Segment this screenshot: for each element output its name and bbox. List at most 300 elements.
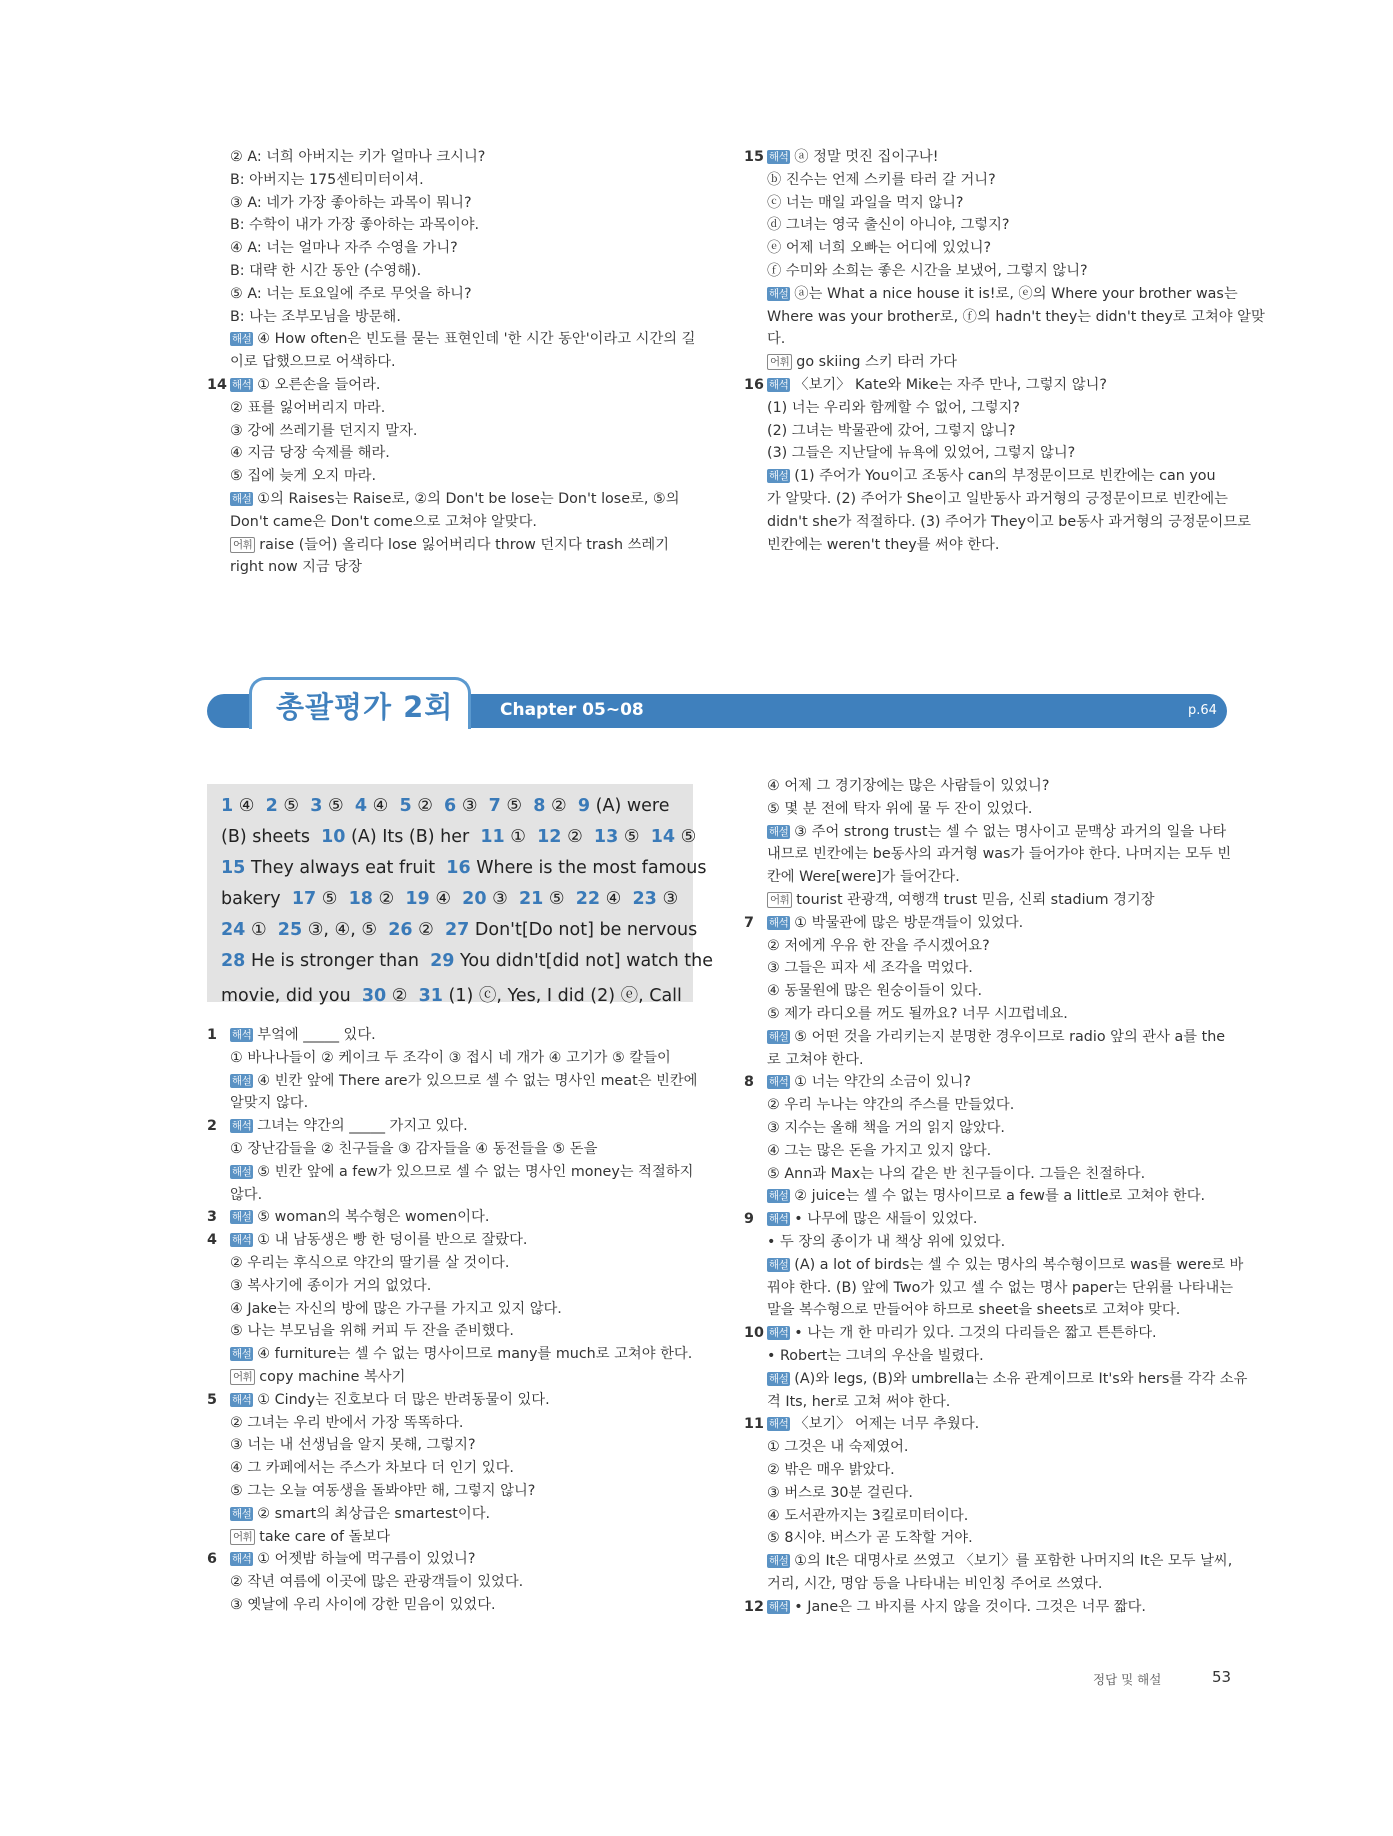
- answer-number: 6: [444, 796, 457, 816]
- text-line: [207, 1594, 697, 1617]
- line-text: 〈보기〉 어제는 너무 추웠다.: [794, 1416, 980, 1433]
- line-text: ③ 옛날에 우리 사이에 강한 믿음이 있었다.: [230, 1596, 496, 1613]
- text-line: [744, 1185, 1234, 1208]
- vocab-tag: 어휘: [230, 1369, 255, 1385]
- text-line: [744, 1049, 1234, 1072]
- line-text: 않다.: [230, 1186, 263, 1203]
- vocab-tag: 어휘: [767, 354, 792, 370]
- top-left-column: [207, 146, 697, 579]
- text-line: [207, 1115, 697, 1138]
- line-text: ④ A: 너는 얼마나 자주 수영을 가니?: [230, 240, 458, 257]
- line-text: 알맞지 않다.: [230, 1095, 309, 1112]
- answer-line: [221, 827, 707, 847]
- text-line: [207, 1343, 697, 1366]
- text-line: [744, 1231, 1234, 1254]
- line-text: (A)와 legs, (B)와 umbrella는 소유 관계이므로 It's와 hers를 각각 소유: [794, 1370, 1248, 1387]
- line-text: ① 오른손을 들어라.: [257, 376, 381, 393]
- line-text: 가 알맞다. (2) 주어가 She이고 일반동사 과거형의 긍정문이므로 빈칸에는: [767, 490, 1228, 507]
- line-text: 이로 답했으므로 어색하다.: [230, 354, 396, 371]
- answer-value: ④: [372, 796, 389, 816]
- answer-value: ②: [567, 827, 583, 847]
- line-text: ⓒ 너는 매일 과일을 먹지 않니?: [767, 194, 964, 211]
- answer-number: 25: [277, 920, 303, 940]
- translation-tag: 해석: [232, 1393, 252, 1406]
- text-line: [744, 1459, 1234, 1482]
- answer-line: [221, 951, 724, 971]
- answer-number: 18: [348, 889, 373, 909]
- line-text: ② 그녀는 우리 반에서 가장 똑똑하다.: [230, 1414, 464, 1431]
- line-text: ①의 It은 대명사로 쓰였고 〈보기〉를 포함한 나머지의 It은 모두 날씨,: [794, 1553, 1233, 1570]
- question-number: 15: [744, 149, 764, 165]
- line-text: ⓕ 수미와 소희는 좋은 시간을 보냈어, 그렇지 않니?: [767, 262, 1088, 279]
- line-text: ①의 Raises는 Raise로, ②의 Don't be lose는 Don't lose로, ⑤의: [257, 490, 680, 507]
- line-text: B: 대략 한 시간 동안 (수영해).: [230, 262, 422, 279]
- line-text: ⑤ 나는 부모님을 위해 커피 두 잔을 준비했다.: [230, 1323, 514, 1340]
- answer-value: ①: [250, 920, 267, 940]
- explanation-tag: 해설: [232, 1074, 252, 1087]
- text-line: [744, 214, 1234, 237]
- text-line: [207, 1138, 697, 1161]
- text-line: [744, 1208, 1234, 1231]
- text-line: [744, 420, 1234, 443]
- line-text: ⑤ 빈칸 앞에 a few가 있으므로 셀 수 없는 명사인 money는 적절하지: [257, 1163, 694, 1180]
- answer-number: 2: [265, 796, 278, 816]
- line-text: ⑤ woman의 복수형은 women이다.: [257, 1209, 490, 1226]
- explanation-tag: 해설: [769, 470, 789, 483]
- text-line: [744, 1368, 1248, 1391]
- answer-number: 1: [221, 796, 234, 816]
- page-number: 53: [1212, 1668, 1232, 1686]
- answer-number: 23: [632, 889, 657, 909]
- line-text: ① 바나나들이 ② 케이크 두 조각이 ③ 접시 네 개가 ④ 고기가 ⑤ 칼들이: [230, 1049, 671, 1066]
- text-line: [744, 1505, 1234, 1528]
- line-text: ④ 어제 그 경기장에는 많은 사람들이 있었니?: [767, 778, 1050, 794]
- text-line: [744, 1436, 1234, 1459]
- text-line: [207, 1526, 697, 1549]
- line-text: 말을 복수형으로 만들어야 하므로 sheet을 sheets로 고쳐야 맞다.: [767, 1302, 1181, 1319]
- line-text: ④ 도서관까지는 3킬로미터이다.: [767, 1507, 969, 1524]
- text-line: [207, 351, 697, 374]
- answer-value: He is stronger than: [250, 951, 419, 971]
- line-text: ④ furniture는 셀 수 없는 명사이므로 many를 much로 고쳐야 한다.: [257, 1346, 693, 1363]
- line-text: ⓐ는 What a nice house it is!로, ⓔ의 Where your brother was는: [794, 285, 1238, 302]
- vocab-tag: 어휘: [767, 892, 792, 908]
- line-text: (3) 그들은 지난달에 뉴욕에 있었어, 그렇지 않니?: [767, 445, 1076, 462]
- text-line: [207, 1548, 697, 1571]
- line-text: ② 우리 누나는 약간의 주스를 만들었다.: [767, 1097, 1015, 1114]
- text-line: [207, 534, 697, 557]
- line-text: ④ 그는 많은 돈을 가지고 있지 않다.: [767, 1142, 992, 1159]
- answer-value: ④: [238, 796, 255, 816]
- page-reference: p.64: [1188, 703, 1217, 718]
- answer-value: ③, ④, ⑤: [307, 920, 378, 940]
- explanation-tag: 해설: [769, 825, 789, 838]
- line-text: ③ 주어 strong trust는 셀 수 없는 명사이고 문맥상 과거의 일을 나타: [794, 823, 1227, 840]
- text-line: [744, 511, 1251, 534]
- text-line: [744, 192, 1234, 215]
- explanation-tag: 해설: [769, 1372, 789, 1385]
- text-line: [207, 1070, 697, 1093]
- line-text: Don't came은 Don't come으로 고쳐야 알맞다.: [230, 513, 537, 530]
- line-text: 꿔야 한다. (B) 앞에 Two가 있고 셀 수 없는 명사 paper는 단위를 나타내는: [767, 1279, 1234, 1296]
- question-number: 3: [207, 1209, 217, 1226]
- answer-value: movie, did you: [221, 986, 351, 1006]
- text-line: [744, 1391, 1234, 1414]
- explanation-tag: 해설: [232, 492, 252, 505]
- answer-number: 9: [577, 796, 591, 816]
- answer-number: 27: [444, 920, 470, 940]
- answer-number: 26: [388, 920, 413, 940]
- text-line: [744, 1094, 1234, 1117]
- translation-tag: 해석: [769, 1600, 789, 1613]
- translation-tag: 해석: [769, 1418, 789, 1431]
- text-line: [744, 488, 1234, 511]
- text-line: [744, 146, 1234, 169]
- line-text: ② A: 너희 아버지는 키가 얼마나 크시니?: [230, 149, 486, 165]
- text-line: [744, 306, 1265, 329]
- question-number: 4: [207, 1232, 217, 1249]
- text-line: [744, 1026, 1234, 1049]
- text-line: [207, 1275, 697, 1298]
- footer-label: 정답 및 해설: [1093, 1672, 1162, 1687]
- line-text: 그녀는 약간의 _____ 가지고 있다.: [257, 1118, 468, 1135]
- explanation-tag: 해설: [232, 1507, 252, 1520]
- text-line: [207, 1184, 697, 1207]
- line-text: tourist 관광객, 여행객 trust 믿음, 신뢰 stadium 경기장: [796, 891, 1155, 908]
- line-text: ⑤ 그는 오늘 여동생을 돌봐야만 해, 그렇지 않니?: [230, 1482, 536, 1499]
- question-number: 12: [744, 1598, 764, 1615]
- text-line: [207, 260, 697, 283]
- text-line: [744, 1413, 1234, 1436]
- answer-number: 20: [462, 889, 487, 909]
- text-line: [207, 283, 697, 306]
- line-text: ④ Jake는 자신의 방에 많은 가구를 가지고 있지 않다.: [230, 1300, 562, 1317]
- text-line: [744, 351, 1234, 374]
- answer-value: ③: [461, 796, 478, 816]
- text-line: [207, 192, 697, 215]
- line-text: ③ 복사기에 종이가 거의 없었다.: [230, 1277, 432, 1294]
- line-text: B: 아버지는 175센티미터이셔.: [230, 171, 424, 188]
- answer-value: ⑤: [327, 796, 344, 816]
- answer-number: 10: [321, 827, 346, 847]
- line-text: ③ 너는 내 선생님을 알지 못해, 그렇지?: [230, 1437, 476, 1454]
- text-line: [207, 1320, 697, 1343]
- answer-number: 3: [310, 796, 323, 816]
- translation-tag: 해석: [769, 1213, 789, 1226]
- answer-number: 22: [575, 889, 601, 909]
- vocab-tag: 어휘: [230, 537, 255, 553]
- question-number: 2: [207, 1118, 217, 1135]
- text-line: [744, 283, 1238, 306]
- line-text: ② juice는 셀 수 없는 명사이므로 a few를 a little로 고쳐야 한다.: [794, 1188, 1206, 1205]
- answer-number: 29: [430, 951, 455, 971]
- text-line: [207, 511, 697, 534]
- line-text: ① Cindy는 진호보다 더 많은 반려동물이 있다.: [257, 1391, 550, 1408]
- line-text: ④ 빈칸 앞에 There are가 있으므로 셀 수 없는 명사인 meat은 빈칸에: [257, 1072, 698, 1089]
- question-number: 10: [744, 1325, 764, 1342]
- explanation-tag: 해설: [232, 1165, 252, 1178]
- answer-number: 14: [650, 827, 676, 847]
- line-text: 칸에 Were[were]가 들어간다.: [767, 869, 960, 886]
- translation-tag: 해석: [232, 378, 252, 391]
- text-line: [744, 912, 1234, 935]
- answer-value: ⑤: [321, 889, 338, 909]
- text-line: [744, 957, 1234, 980]
- translation-tag: 해석: [232, 1120, 252, 1133]
- answer-number: 4: [354, 796, 368, 816]
- answer-value: ③: [662, 889, 679, 909]
- text-line: [744, 260, 1234, 283]
- line-text: (2) 그녀는 박물관에 갔어, 그렇지 않니?: [767, 422, 1016, 439]
- text-line: [207, 306, 697, 329]
- answer-line: [221, 920, 708, 940]
- line-text: ⓓ 그녀는 영국 출신이 아니야, 그렇지?: [767, 217, 1010, 234]
- explanation-tag: 해설: [232, 1348, 252, 1361]
- line-text: 내므로 빈칸에는 be동사의 과거형 was가 들어가야 한다. 나머지는 모두 빈: [767, 846, 1232, 863]
- vocab-tag: 어휘: [230, 1529, 255, 1545]
- answer-value: They always eat fruit: [250, 858, 436, 878]
- section-title: 총괄평가 2회: [276, 690, 454, 724]
- text-line: [207, 397, 697, 420]
- answer-value: (A) Its (B) her: [351, 827, 470, 847]
- question-number: 16: [744, 376, 764, 393]
- question-number: 8: [744, 1074, 754, 1091]
- line-text: (A) a lot of birds는 셀 수 있는 명사의 복수형이므로 was를 were로 바: [794, 1256, 1244, 1273]
- question-number: 11: [744, 1416, 764, 1433]
- answer-value: ②: [391, 986, 408, 1006]
- line-text: • 두 장의 종이가 내 책상 위에 있었다.: [767, 1233, 1006, 1250]
- line-text: raise (들어) 올리다 lose 잃어버리다 throw 던지다 trash 쓰레기: [259, 536, 670, 553]
- line-text: ⓐ 정말 멋진 집이구나!: [794, 149, 939, 165]
- line-text: 거리, 시간, 명암 등을 나타내는 비인칭 주어로 쓰였다.: [767, 1575, 1103, 1592]
- text-line: [744, 980, 1234, 1003]
- text-line: [744, 1550, 1234, 1573]
- answer-value: Where is the most famous: [476, 858, 707, 878]
- text-line: [744, 775, 1234, 798]
- answer-number: 31: [418, 986, 443, 1006]
- line-text: right now 지금 당장: [230, 559, 362, 576]
- line-text: ① 장난감들을 ② 친구들을 ③ 감자들을 ④ 동전들을 ⑤ 돈을: [230, 1140, 598, 1157]
- line-text: (1) 주어가 You이고 조동사 can의 부정문이므로 빈칸에는 can you: [794, 468, 1216, 485]
- answer-value: ⑤: [548, 889, 565, 909]
- text-line: [207, 1047, 697, 1070]
- line-text: • 나무에 많은 새들이 있었다.: [794, 1211, 978, 1228]
- text-line: [744, 1277, 1234, 1300]
- line-text: ⑤ 8시야. 버스가 곧 도착할 거야.: [767, 1530, 973, 1547]
- answer-line: [221, 889, 689, 909]
- bottom-left-column: [207, 1024, 697, 1617]
- text-line: [207, 1298, 697, 1321]
- text-line: [207, 465, 697, 488]
- line-text: ⓑ 진수는 언제 스키를 타러 갈 거니?: [767, 171, 996, 188]
- line-text: go skiing 스키 타러 가다: [796, 354, 957, 371]
- line-text: ④ 동물원에 많은 원숭이들이 있다.: [767, 983, 983, 1000]
- answer-number: 15: [221, 858, 246, 878]
- answer-number: 5: [399, 796, 412, 816]
- answer-number: 7: [488, 796, 501, 816]
- translation-tag: 해석: [769, 378, 789, 391]
- line-text: ① 그것은 내 숙제였어.: [767, 1439, 909, 1456]
- line-text: ⑤ A: 너는 토요일에 주로 무엇을 하니?: [230, 285, 472, 302]
- text-line: [207, 1503, 697, 1526]
- answer-value: ⑤: [623, 827, 640, 847]
- line-text: 로 고쳐야 한다.: [767, 1051, 864, 1068]
- line-text: B: 수학이 내가 가장 좋아하는 과목이야.: [230, 217, 480, 234]
- text-line: [207, 374, 697, 397]
- text-line: [744, 397, 1234, 420]
- text-line: [207, 1206, 697, 1229]
- line-text: ④ 그 카페에서는 주스가 차보다 더 인기 있다.: [230, 1460, 514, 1477]
- text-line: [207, 1229, 697, 1252]
- answer-number: 12: [537, 827, 562, 847]
- chapter-label: Chapter 05~08: [500, 700, 644, 720]
- line-text: 다.: [767, 331, 786, 348]
- line-text: ④ How often은 빈도를 묻는 표현인데 '한 시간 동안'이라고 시간의 길: [257, 331, 696, 348]
- text-line: [744, 1322, 1234, 1345]
- text-line: [744, 1299, 1234, 1322]
- answer-number: 17: [291, 889, 317, 909]
- explanation-tag: 해설: [769, 1190, 789, 1203]
- line-text: ⑤ Ann과 Max는 나의 같은 반 친구들이다. 그들은 친절하다.: [767, 1165, 1146, 1182]
- answer-number: 11: [480, 827, 505, 847]
- line-text: ⑤ 어떤 것을 가리키는지 분명한 경우이므로 radio 앞의 관사 a를 the: [794, 1028, 1226, 1045]
- answer-value: ④: [605, 889, 622, 909]
- answer-value: ⑤: [680, 827, 697, 847]
- text-line: [744, 1254, 1244, 1277]
- answer-key-box: [207, 784, 714, 1006]
- text-line: [207, 442, 697, 465]
- explanation-tag: 해설: [769, 1258, 789, 1271]
- answer-value: (1) ⓒ, Yes, I did (2) ⓔ, Call: [448, 986, 682, 1006]
- text-line: [744, 1163, 1234, 1186]
- line-text: • Robert는 그녀의 우산을 빌렸다.: [767, 1347, 984, 1364]
- line-text: ① 어젯밤 하늘에 먹구름이 있었니?: [257, 1551, 476, 1568]
- line-text: ② 작년 여름에 이곳에 많은 관광객들이 있었다.: [230, 1574, 524, 1591]
- line-text: ② 우리는 후식으로 약간의 딸기를 살 것이다.: [230, 1254, 510, 1271]
- answer-number: 21: [518, 889, 544, 909]
- line-text: ⑤ 제가 라디오를 꺼도 될까요? 너무 시끄럽네요.: [767, 1005, 1068, 1022]
- translation-tag: 해석: [232, 1553, 252, 1566]
- line-text: ① 내 남동생은 빵 한 덩이를 반으로 잘랐다.: [257, 1232, 528, 1249]
- answer-value: ②: [378, 889, 395, 909]
- text-line: [207, 1457, 697, 1480]
- line-text: 빈칸에는 weren't they를 써야 한다.: [767, 536, 1000, 553]
- line-text: 부엌에 _____ 있다.: [257, 1027, 376, 1043]
- text-line: [744, 1071, 1234, 1094]
- line-text: ③ 그들은 피자 세 조각을 먹었다.: [767, 960, 973, 977]
- line-text: • Jane은 그 바지를 사지 않을 것이다. 그것은 너무 짧다.: [794, 1598, 1146, 1615]
- text-line: [744, 442, 1234, 465]
- bottom-right-column: [744, 775, 1248, 1618]
- text-line: [207, 1434, 697, 1457]
- translation-tag: 해석: [769, 151, 789, 163]
- question-number: 5: [207, 1391, 217, 1408]
- line-text: (1) 너는 우리와 함께할 수 없어, 그렇지?: [767, 399, 1021, 416]
- answer-value: ⑤: [506, 796, 523, 816]
- line-text: ③ 버스로 30분 걸린다.: [767, 1484, 913, 1501]
- line-text: ⑤ 몇 분 전에 탁자 위에 물 두 잔이 있었다.: [767, 800, 1033, 817]
- text-line: [207, 1412, 697, 1435]
- line-text: ⓔ 어제 너희 오빠는 어디에 있었니?: [767, 240, 992, 257]
- answer-number: 8: [533, 796, 546, 816]
- translation-tag: 해석: [232, 1234, 252, 1247]
- text-line: [744, 843, 1234, 866]
- explanation-tag: 해설: [232, 1211, 252, 1224]
- text-line: [744, 1140, 1234, 1163]
- explanation-tag: 해설: [769, 1030, 789, 1043]
- line-text: B: 나는 조부모님을 방문해.: [230, 308, 401, 325]
- line-text: didn't she가 적절하다. (3) 주어가 They이고 be동사 과거형의 긍정문이므로: [767, 513, 1251, 530]
- answer-value: ②: [417, 796, 433, 816]
- answer-number: 19: [405, 889, 430, 909]
- text-line: [207, 1024, 697, 1047]
- text-line: [744, 1596, 1234, 1619]
- translation-tag: 해석: [769, 1327, 789, 1340]
- text-line: [207, 1480, 697, 1503]
- explanation-tag: 해설: [769, 287, 789, 300]
- line-text: • 나는 개 한 마리가 있다. 그것의 다리들은 짧고 튼튼하다.: [794, 1325, 1157, 1342]
- text-line: [744, 1117, 1234, 1140]
- text-line: [207, 328, 697, 351]
- question-number: 6: [207, 1551, 217, 1568]
- line-text: 〈보기〉 Kate와 Mike는 자주 만나, 그렇지 않니?: [794, 376, 1107, 393]
- text-line: [207, 420, 697, 443]
- text-line: [207, 488, 697, 511]
- answer-value: (B) sheets: [221, 827, 310, 847]
- line-text: ② 표를 잃어버리지 마라.: [230, 399, 386, 416]
- top-right-column: [744, 146, 1265, 556]
- text-line: [207, 214, 697, 237]
- answer-number: 24: [221, 920, 246, 940]
- text-line: [207, 169, 697, 192]
- answer-value: (A) were: [595, 796, 670, 816]
- answer-number: 16: [446, 858, 471, 878]
- text-line: [744, 237, 1234, 260]
- line-text: take care of 돌보다: [259, 1528, 391, 1545]
- text-line: [744, 821, 1234, 844]
- text-line: [744, 798, 1234, 821]
- text-line: [744, 534, 1234, 557]
- text-line: [207, 146, 697, 169]
- text-line: [207, 1161, 697, 1184]
- answer-value: Don't[Do not] be nervous: [474, 920, 698, 940]
- line-text: ④ 지금 당장 숙제를 해라.: [230, 445, 390, 462]
- answer-line: [221, 796, 681, 816]
- line-text: ① 너는 약간의 소금이 있니?: [794, 1074, 971, 1091]
- answer-value: ⑤: [283, 796, 300, 816]
- answer-value: ②: [418, 920, 434, 940]
- answer-number: 28: [221, 951, 246, 971]
- explanation-tag: 해설: [232, 333, 252, 346]
- text-line: [744, 866, 1234, 889]
- translation-tag: 해석: [232, 1029, 252, 1041]
- line-text: ① 박물관에 많은 방문객들이 있었다.: [794, 914, 1024, 931]
- answer-value: ①: [510, 827, 526, 847]
- line-text: Where was your brother로, ⓕ의 hadn't they는 didn't they로 고쳐야 알맞: [767, 308, 1265, 325]
- text-line: [207, 1389, 697, 1412]
- answer-value: ③: [492, 889, 508, 909]
- text-line: [744, 1003, 1234, 1026]
- text-line: [744, 1573, 1234, 1596]
- text-line: [744, 169, 1234, 192]
- text-line: [744, 1345, 1234, 1368]
- text-line: [744, 935, 1234, 958]
- answer-value: bakery: [221, 889, 281, 909]
- text-line: [207, 1366, 697, 1389]
- line-text: ③ 강에 쓰레기를 던지지 말자.: [230, 422, 418, 439]
- line-text: ② 밖은 매우 밝았다.: [767, 1461, 895, 1478]
- answer-value: ④: [435, 889, 452, 909]
